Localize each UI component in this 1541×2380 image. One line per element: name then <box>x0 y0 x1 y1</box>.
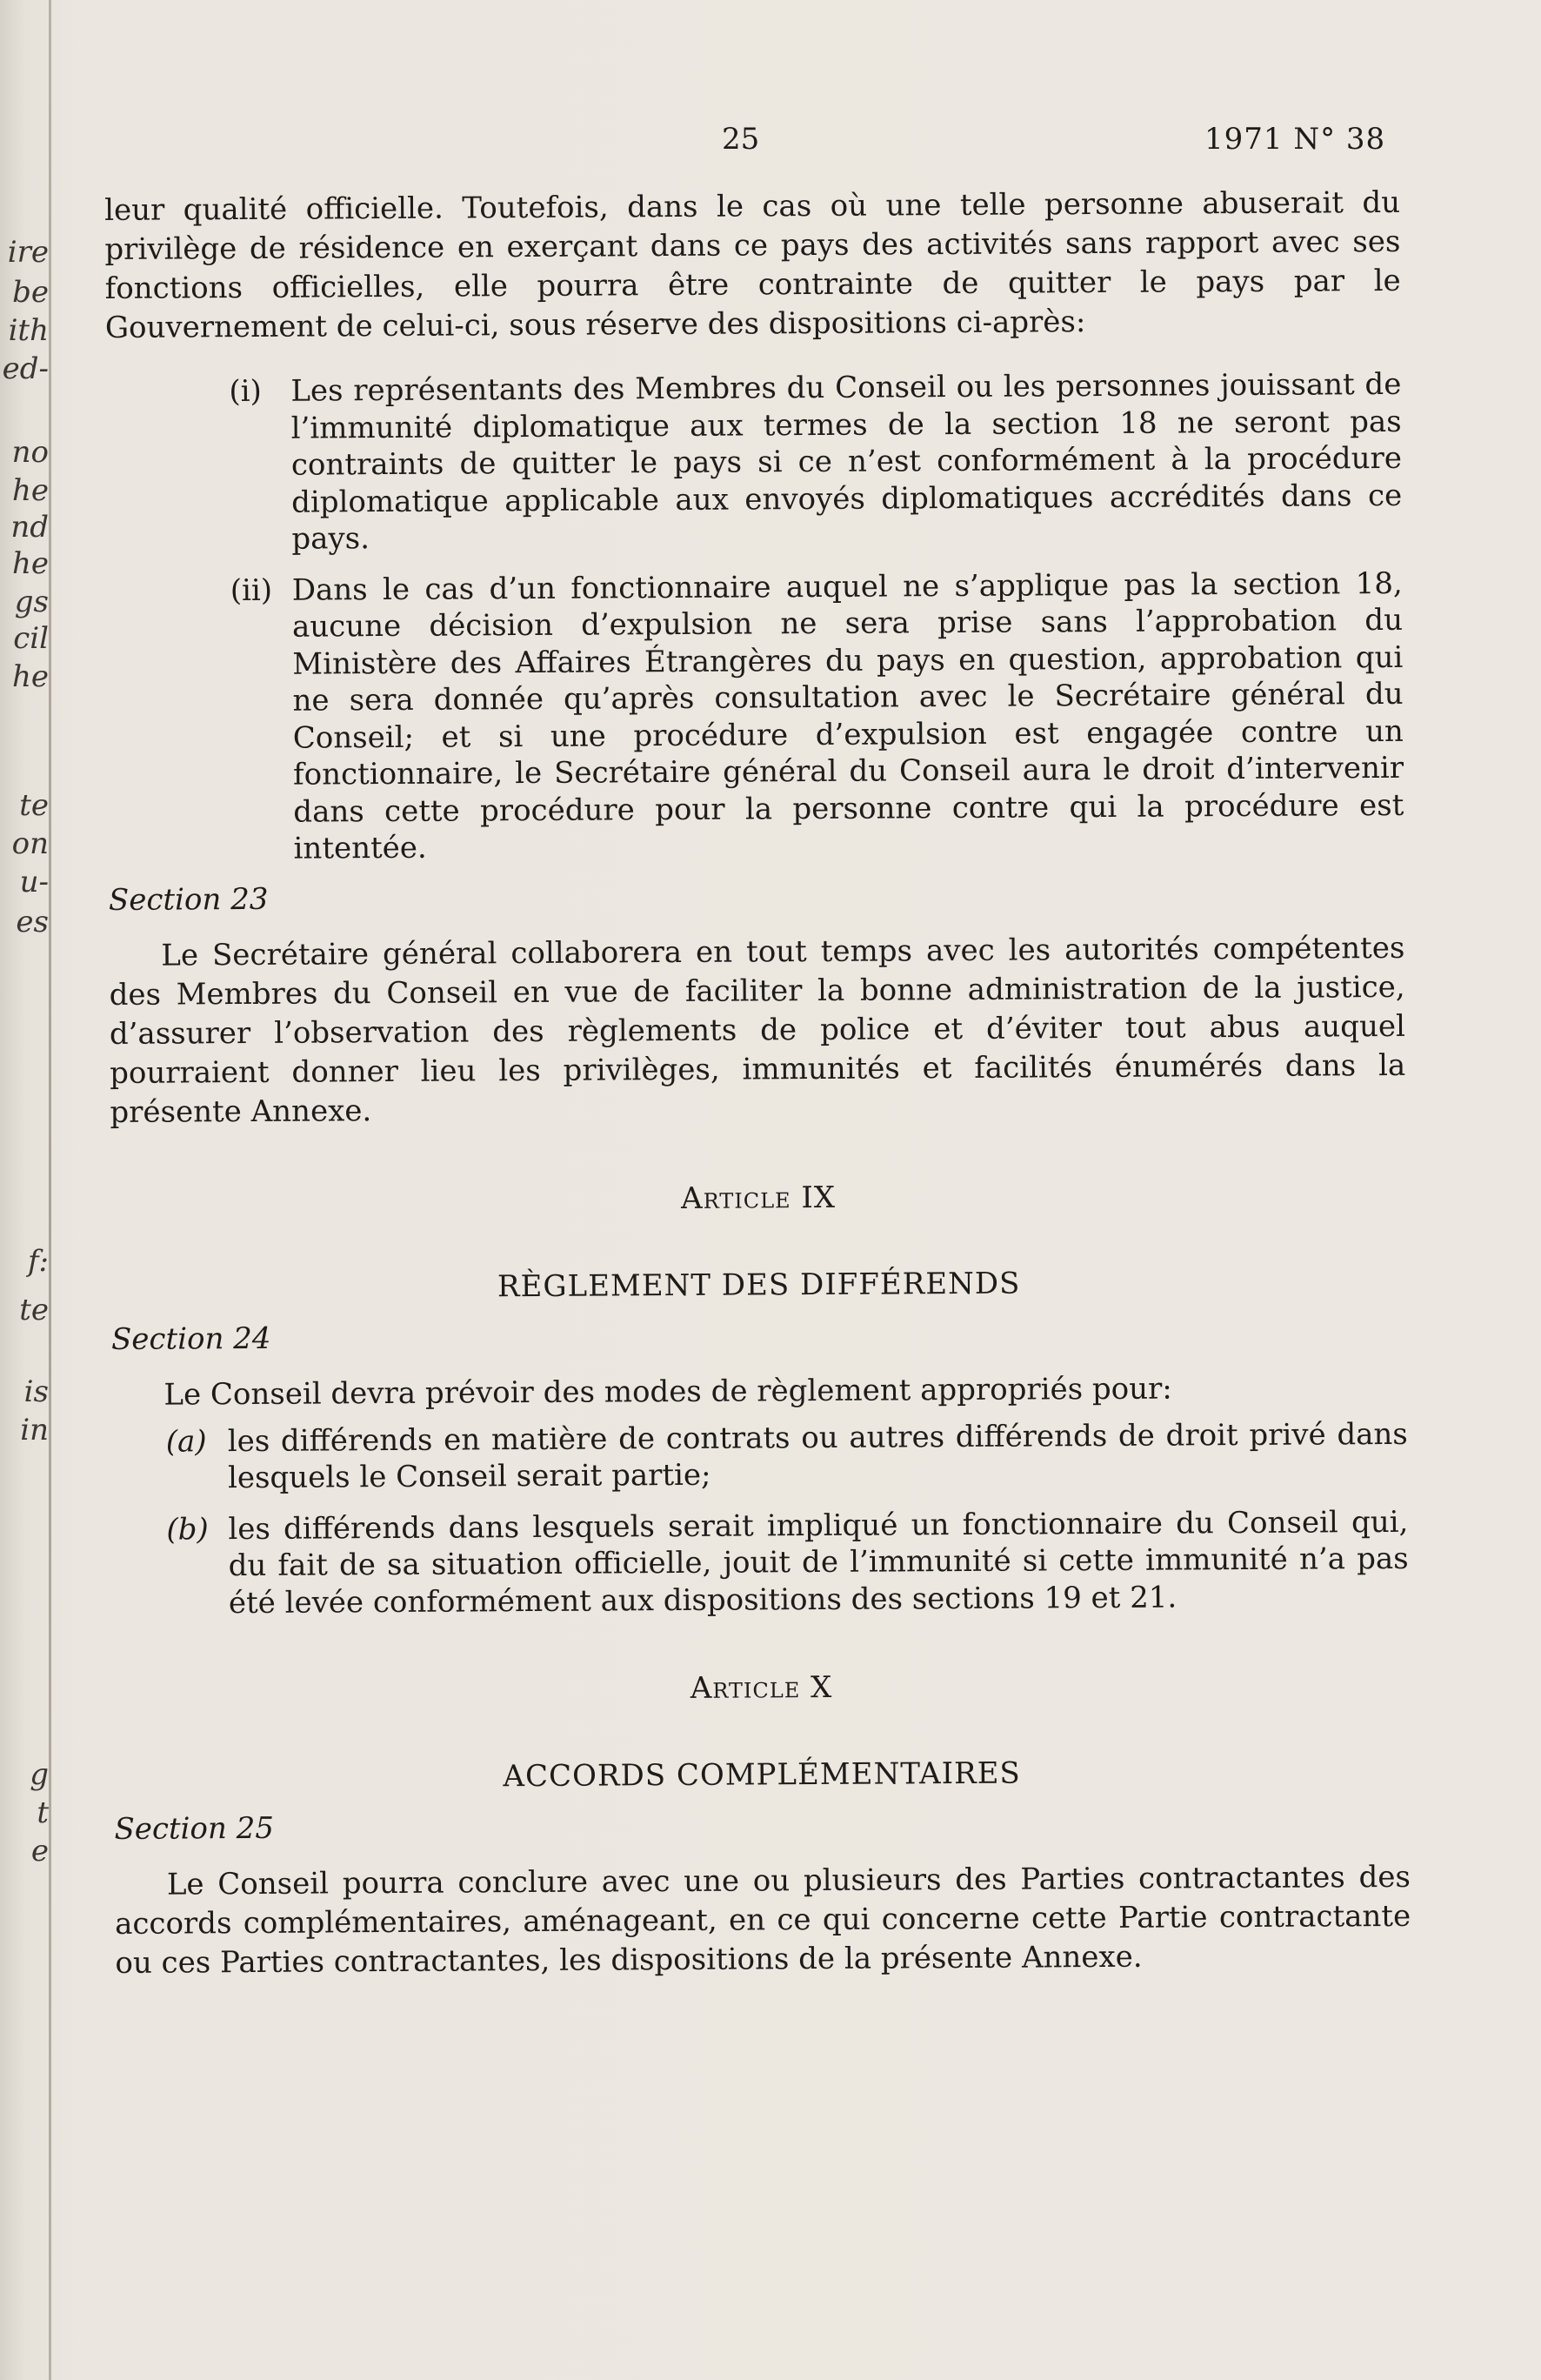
article-x-title: ACCORDS COMPLÉMENTAIRES <box>503 1755 1021 1795</box>
margin-fragment: in <box>20 1413 49 1447</box>
section-23-paragraph: Le Secrétaire général collaborera en tout temps avec les autorités compétentes des Membres du Conseil en vue de faciliter la bonne administration de la justice, d’assurer l’observation des règlements de police et d’éviter tout abus auquel pourraient donner lieu les privilèges, immunités et facilités énumérés dans la présente Annexe. <box>109 930 1406 1130</box>
margin-fragment: he <box>11 546 49 581</box>
list-marker: (a) <box>165 1423 207 1460</box>
list-marker: (ii) <box>230 572 273 608</box>
list-marker: (b) <box>166 1511 209 1548</box>
section-25-heading: Section 25 <box>114 1810 275 1847</box>
intro-paragraph: leur qualité officielle. Toutefois, dans le cas où une telle personne abuserait du privilège de résidence en exerçant dans ce pays des activités sans rapport avec ses fonctions officielles, elle pourra être contrainte de quitter le pays par le Gouvernement de celui-ci, sous réserve des dispositions ci-après: <box>104 184 1401 345</box>
list-marker: (i) <box>229 373 262 410</box>
margin-fragment: e <box>30 1834 49 1869</box>
margin-fragment: te <box>19 1293 49 1327</box>
margin-fragment: nd <box>10 510 49 545</box>
margin-fragment: on <box>11 826 49 861</box>
article-ix-label: Article IX <box>680 1180 837 1216</box>
section-23-heading: Section 23 <box>108 881 269 918</box>
margin-fragment: u- <box>19 865 49 899</box>
page-content <box>104 184 1411 1983</box>
facing-page-margin <box>0 0 52 2380</box>
margin-fragment: ith <box>8 313 49 348</box>
margin-fragment: be <box>12 275 49 310</box>
margin-fragment: no <box>11 435 49 470</box>
margin-fragment: f: <box>27 1244 49 1279</box>
margin-fragment: he <box>11 473 49 508</box>
list-item-text: Dans le cas d’un fonctionnaire auquel ne s’applique pas la section 18, aucune décision d’expulsion ne sera prise sans l’approbation du Ministère des Affaires Étrangères du pays en question, approbation qui ne sera donnée qu’après consultation avec le Secrétaire général du Conseil; et si une procédure d’expulsion est engagée contre un fonctionnaire, le Secrétaire général du Conseil aura le droit d’intervenir dans cette procédure pour la personne contre qui la procédure est intentée. <box>291 565 1404 866</box>
page-header <box>0 122 1541 165</box>
list-item <box>107 565 1404 868</box>
list-item <box>105 366 1402 559</box>
margin-fragment: he <box>11 659 49 694</box>
page-number: 25 <box>722 122 760 157</box>
article-x-label: Article X <box>690 1669 833 1706</box>
margin-fragment: ed- <box>2 351 49 386</box>
list-item-text: les différends dans lesquels serait impliqué un fonctionnaire du Conseil qui, du fait de sa situation officielle, jouit de l’immunité si cette immunité n’a pas été levée conformément aux dispositions des sections 19 et 21. <box>228 1504 1409 1621</box>
list-item-text: Les représentants des Membres du Conseil ou les personnes jouissant de l’immunité diplomatique aux termes de la section 18 ne seront pas contraints de quitter le pays si ce n’est conformément à la procédure diplomatique applicable aux envoyés diplomatiques accrédités dans ce pays. <box>290 366 1403 557</box>
document-number: 1971 N° 38 <box>1204 122 1386 157</box>
margin-fragment: is <box>23 1374 49 1409</box>
margin-fragment: ire <box>7 235 49 270</box>
list-item-text: les différends en matière de contrats ou autres différends de droit privé dans lesquels le Conseil serait partie; <box>227 1416 1408 1496</box>
list-item <box>112 1415 1408 1497</box>
section-24-intro: Le Conseil devra prévoir des modes de règlement appropriés pour: <box>163 1371 1172 1413</box>
article-ix-title: RÈGLEMENT DES DIFFÉRENDS <box>497 1266 1021 1304</box>
section-25-paragraph: Le Conseil pourra conclure avec une ou plusieurs des Parties contractantes des accords complémentaires, aménageant, en ce qui concerne cette Partie contractante ou ces Parties contractantes, les dispositions de la présente Annexe. <box>115 1859 1411 1981</box>
margin-fragment: es <box>16 905 49 939</box>
margin-fragment: te <box>19 788 49 823</box>
section-24-heading: Section 24 <box>110 1320 271 1357</box>
margin-fragment: gs <box>14 585 49 619</box>
margin-fragment: t <box>37 1795 49 1830</box>
margin-fragment: g <box>30 1757 49 1792</box>
margin-fragment: cil <box>13 621 49 656</box>
list-item <box>112 1503 1409 1622</box>
